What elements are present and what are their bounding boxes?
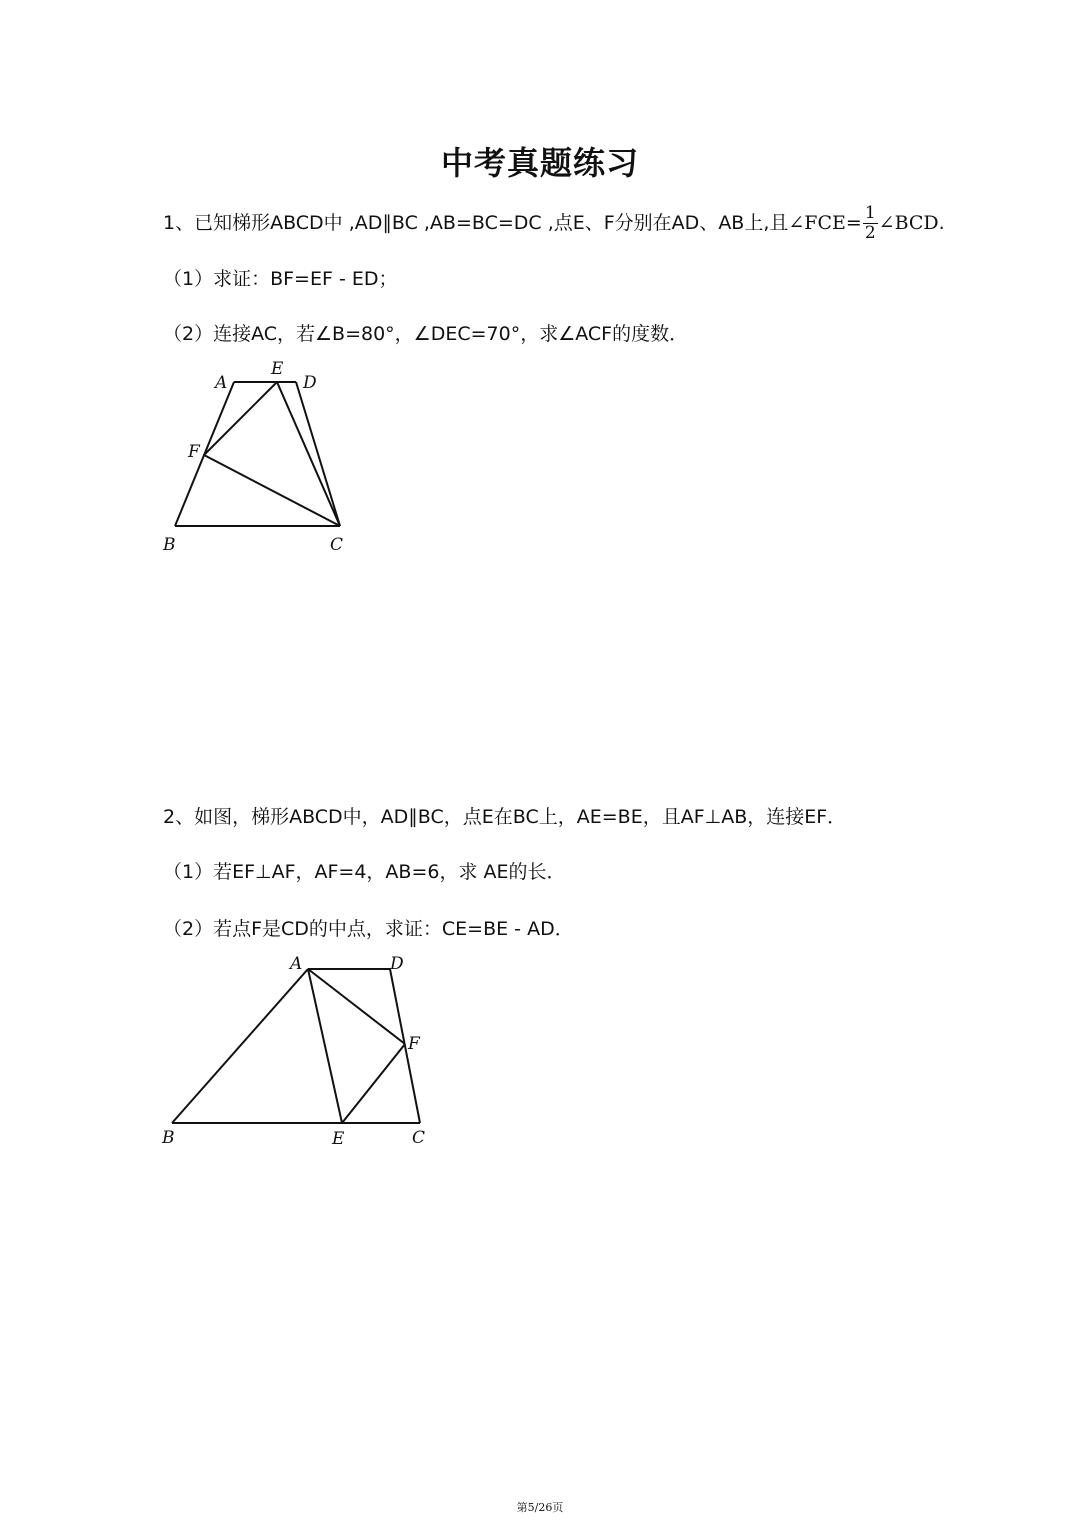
segment-FC bbox=[204, 455, 340, 526]
fraction-denominator: 2 bbox=[864, 223, 876, 243]
label-D: D bbox=[303, 373, 317, 393]
label-B: B bbox=[163, 535, 176, 555]
problem2-part1: （1）若EF⊥AF，AF=4，AB=6，求 AE的长． bbox=[163, 861, 566, 883]
problem2-part2: （2）若点F是CD的中点，求证：CE=BE - AD． bbox=[163, 918, 574, 940]
label-A: A bbox=[215, 373, 228, 393]
label-F: F bbox=[188, 442, 200, 462]
problem1-part2: （2）连接AC，若∠B=80°，∠DEC=70°，求∠ACF的度数． bbox=[163, 323, 689, 345]
page-title: 中考真题练习 bbox=[440, 144, 639, 182]
label-B: B bbox=[162, 1128, 175, 1148]
label-C: C bbox=[412, 1128, 426, 1148]
fraction-one-half bbox=[863, 205, 878, 242]
fraction-numerator: 1 bbox=[864, 203, 876, 223]
problem1-angle-right: ∠BCD bbox=[878, 212, 939, 234]
problem1-text: 1、已知梯形ABCD中 ,AD∥BC ,AB=BC=DC ,点E、F分别在AD、AB上,且 bbox=[163, 212, 789, 234]
problem2-figure bbox=[150, 945, 450, 1155]
segment-AB bbox=[172, 969, 308, 1123]
label-F: F bbox=[408, 1034, 420, 1054]
problem2-statement: 2、如图，梯形ABCD中，AD∥BC，点E在BC上，AE=BE，且AF⊥AB，连接EF． bbox=[163, 806, 847, 828]
label-A: A bbox=[290, 954, 303, 974]
problem1-period: . bbox=[938, 212, 945, 234]
problem1-figure bbox=[150, 350, 370, 565]
problem1-angle-left: ∠FCE= bbox=[788, 212, 862, 234]
label-E: E bbox=[332, 1129, 345, 1149]
label-E: E bbox=[271, 359, 284, 379]
label-C: C bbox=[330, 535, 344, 555]
page-number: 第5/26页 bbox=[516, 1501, 564, 1514]
label-D: D bbox=[390, 954, 404, 974]
segment-DC bbox=[296, 382, 340, 526]
problem1-part1: （1）求证：BF=EF - ED； bbox=[163, 268, 398, 290]
segment-EC bbox=[277, 382, 340, 526]
segment-EF bbox=[342, 1044, 405, 1123]
problem1-statement bbox=[163, 205, 945, 242]
